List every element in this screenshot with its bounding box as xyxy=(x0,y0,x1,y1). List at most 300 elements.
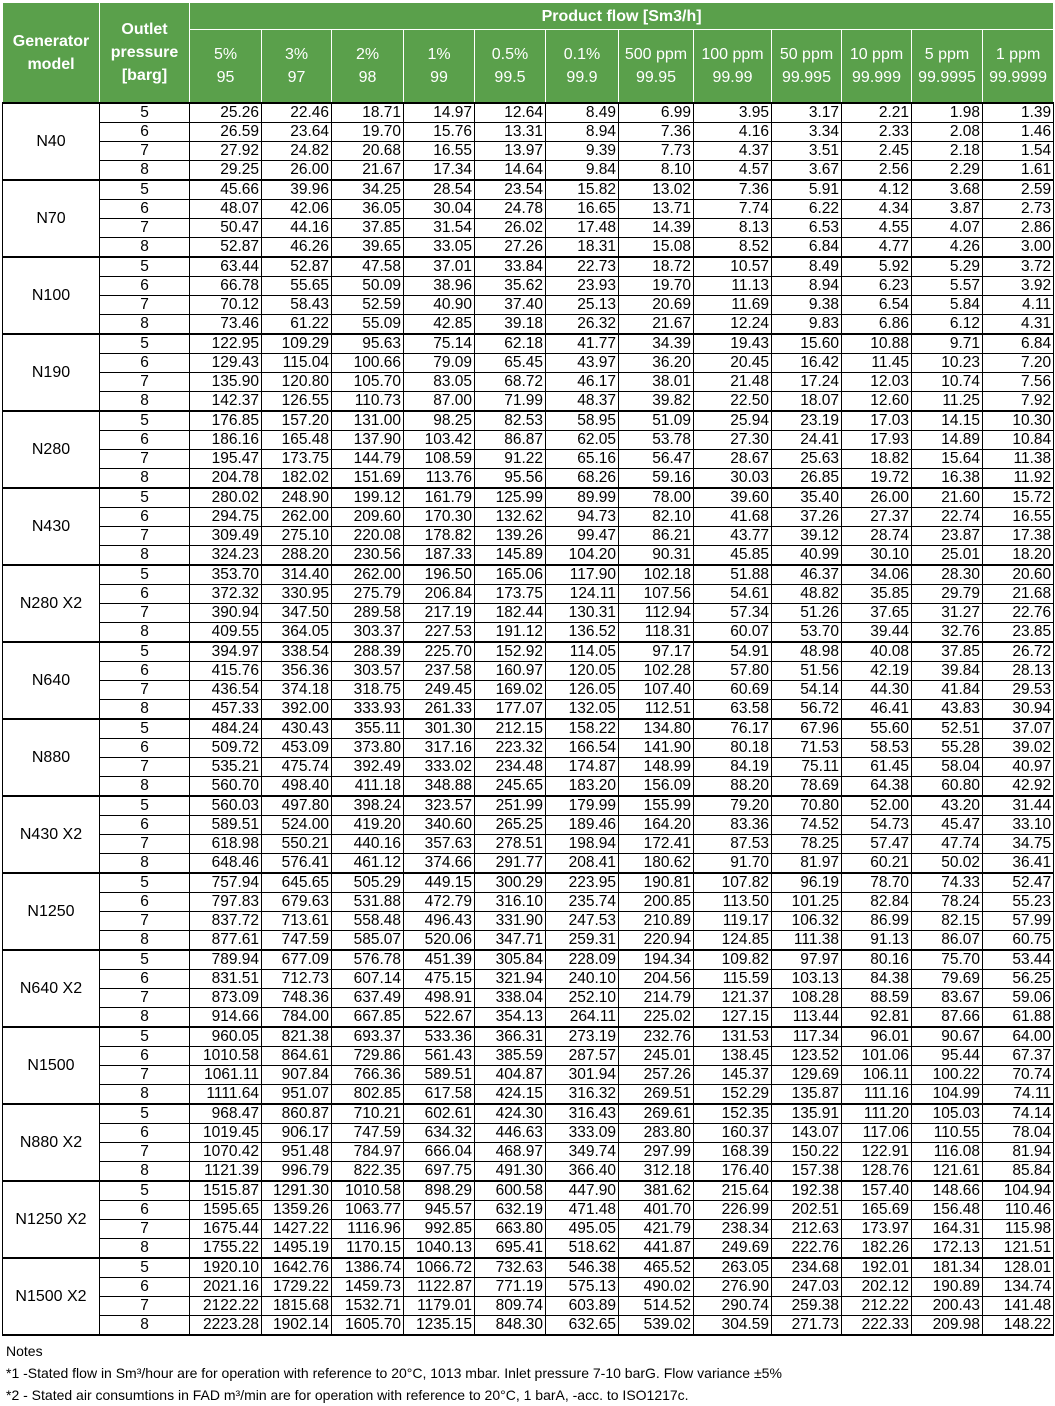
flow-value-cell: 4.11 xyxy=(983,296,1054,315)
flow-value-cell: 53.70 xyxy=(772,623,842,643)
flow-value-cell: 1595.65 xyxy=(190,1201,262,1220)
purity-percent: 99.995 xyxy=(782,69,831,86)
purity-column-header xyxy=(475,30,546,104)
flow-value-cell: 2122.22 xyxy=(190,1297,262,1316)
flow-value-cell: 873.09 xyxy=(190,989,262,1008)
flow-value-cell: 509.72 xyxy=(190,739,262,758)
table-row xyxy=(3,546,1054,566)
flow-value-cell: 173.75 xyxy=(475,585,546,604)
flow-value-cell: 164.20 xyxy=(619,816,694,835)
table-row xyxy=(3,373,1054,392)
flow-value-cell: 968.47 xyxy=(190,1104,262,1124)
flow-value-cell: 107.82 xyxy=(694,873,772,893)
flow-value-cell: 607.14 xyxy=(332,970,404,989)
flow-value-cell: 28.13 xyxy=(983,662,1054,681)
table-row xyxy=(3,296,1054,315)
table-row xyxy=(3,431,1054,450)
flow-value-cell: 209.60 xyxy=(332,508,404,527)
flow-value-cell: 249.45 xyxy=(404,681,475,700)
outlet-pressure-cell: 5 xyxy=(100,719,190,739)
flow-value-cell: 70.12 xyxy=(190,296,262,315)
flow-value-cell: 100.22 xyxy=(912,1066,983,1085)
flow-value-cell: 37.26 xyxy=(772,508,842,527)
flow-value-cell: 275.10 xyxy=(262,527,332,546)
flow-value-cell: 26.59 xyxy=(190,123,262,142)
flow-value-cell: 748.36 xyxy=(262,989,332,1008)
flow-value-cell: 150.22 xyxy=(772,1143,842,1162)
flow-value-cell: 25.13 xyxy=(546,296,619,315)
flow-value-cell: 409.55 xyxy=(190,623,262,643)
flow-value-cell: 40.08 xyxy=(842,642,912,662)
purity-level: 2% xyxy=(355,46,380,63)
purity-column-header xyxy=(912,30,983,104)
flow-value-cell: 47.58 xyxy=(332,257,404,277)
flow-value-cell: 710.21 xyxy=(332,1104,404,1124)
flow-value-cell: 155.99 xyxy=(619,796,694,816)
flow-value-cell: 212.15 xyxy=(475,719,546,739)
table-row xyxy=(3,1066,1054,1085)
table-row xyxy=(3,777,1054,797)
flow-value-cell: 58.04 xyxy=(912,758,983,777)
flow-value-cell: 712.73 xyxy=(262,970,332,989)
flow-value-cell: 301.30 xyxy=(404,719,475,739)
flow-value-cell: 498.91 xyxy=(404,989,475,1008)
flow-value-cell: 170.30 xyxy=(404,508,475,527)
flow-value-cell: 122.91 xyxy=(842,1143,912,1162)
flow-value-cell: 1019.45 xyxy=(190,1124,262,1143)
flow-value-cell: 303.37 xyxy=(332,623,404,643)
flow-value-cell: 1.98 xyxy=(912,103,983,123)
flow-value-cell: 53.44 xyxy=(983,950,1054,970)
flow-value-cell: 269.61 xyxy=(619,1104,694,1124)
generator-model-cell: N430 xyxy=(3,488,100,565)
flow-value-cell: 134.74 xyxy=(983,1278,1054,1297)
flow-value-cell: 31.54 xyxy=(404,219,475,238)
flow-value-cell: 441.87 xyxy=(619,1239,694,1259)
flow-value-cell: 80.16 xyxy=(842,950,912,970)
flow-value-cell: 264.11 xyxy=(546,1008,619,1028)
purity-level: 1 ppm xyxy=(995,46,1041,63)
flow-value-cell: 46.37 xyxy=(772,565,842,585)
flow-value-cell: 240.10 xyxy=(546,970,619,989)
outlet-pressure-cell: 8 xyxy=(100,931,190,951)
flow-value-cell: 54.73 xyxy=(842,816,912,835)
flow-value-cell: 697.75 xyxy=(404,1162,475,1182)
flow-value-cell: 16.38 xyxy=(912,469,983,489)
flow-value-cell: 97.97 xyxy=(772,950,842,970)
flow-value-cell: 54.61 xyxy=(694,585,772,604)
flow-value-cell: 663.80 xyxy=(475,1220,546,1239)
flow-value-cell: 46.26 xyxy=(262,238,332,258)
flow-value-cell: 19.70 xyxy=(332,123,404,142)
flow-value-cell: 1.61 xyxy=(983,161,1054,181)
flow-value-cell: 10.84 xyxy=(983,431,1054,450)
table-row xyxy=(3,893,1054,912)
flow-value-cell: 86.99 xyxy=(842,912,912,931)
flow-value-cell: 38.01 xyxy=(619,373,694,392)
flow-value-cell: 495.05 xyxy=(546,1220,619,1239)
table-row xyxy=(3,277,1054,296)
flow-value-cell: 39.60 xyxy=(694,488,772,508)
flow-value-cell: 465.52 xyxy=(619,1258,694,1278)
flow-value-cell: 202.51 xyxy=(772,1201,842,1220)
outlet-pressure-cell: 6 xyxy=(100,200,190,219)
flow-value-cell: 560.70 xyxy=(190,777,262,797)
flow-value-cell: 1179.01 xyxy=(404,1297,475,1316)
flow-value-cell: 1061.11 xyxy=(190,1066,262,1085)
flow-value-cell: 385.59 xyxy=(475,1047,546,1066)
flow-value-cell: 212.22 xyxy=(842,1297,912,1316)
flow-value-cell: 475.74 xyxy=(262,758,332,777)
flow-value-cell: 809.74 xyxy=(475,1297,546,1316)
flow-value-cell: 234.48 xyxy=(475,758,546,777)
flow-value-cell: 120.80 xyxy=(262,373,332,392)
flow-value-cell: 174.87 xyxy=(546,758,619,777)
flow-value-cell: 589.51 xyxy=(404,1066,475,1085)
flow-value-cell: 16.65 xyxy=(546,200,619,219)
flow-value-cell: 75.70 xyxy=(912,950,983,970)
flow-value-cell: 1920.10 xyxy=(190,1258,262,1278)
flow-value-cell: 13.31 xyxy=(475,123,546,142)
flow-value-cell: 152.29 xyxy=(694,1085,772,1105)
flow-value-cell: 135.87 xyxy=(772,1085,842,1105)
flow-value-cell: 43.77 xyxy=(694,527,772,546)
flow-value-cell: 141.90 xyxy=(619,739,694,758)
flow-value-cell: 1755.22 xyxy=(190,1239,262,1259)
flow-value-cell: 561.43 xyxy=(404,1047,475,1066)
flow-value-cell: 107.56 xyxy=(619,585,694,604)
flow-value-cell: 200.43 xyxy=(912,1297,983,1316)
flow-value-cell: 27.37 xyxy=(842,508,912,527)
outlet-pressure-cell: 5 xyxy=(100,257,190,277)
flow-value-cell: 157.20 xyxy=(262,411,332,431)
flow-value-cell: 27.30 xyxy=(694,431,772,450)
flow-value-cell: 208.41 xyxy=(546,854,619,874)
flow-value-cell: 11.45 xyxy=(842,354,912,373)
flow-value-cell: 79.09 xyxy=(404,354,475,373)
table-row xyxy=(3,142,1054,161)
flow-value-cell: 78.69 xyxy=(772,777,842,797)
flow-value-cell: 40.90 xyxy=(404,296,475,315)
flow-value-cell: 645.65 xyxy=(262,873,332,893)
flow-value-cell: 262.00 xyxy=(262,508,332,527)
flow-value-cell: 115.98 xyxy=(983,1220,1054,1239)
flow-value-cell: 252.10 xyxy=(546,989,619,1008)
purity-column-header xyxy=(546,30,619,104)
flow-value-cell: 6.54 xyxy=(842,296,912,315)
flow-value-cell: 4.37 xyxy=(694,142,772,161)
outlet-pressure-cell: 6 xyxy=(100,1201,190,1220)
flow-value-cell: 215.64 xyxy=(694,1181,772,1201)
flow-value-cell: 37.85 xyxy=(912,642,983,662)
flow-value-cell: 831.51 xyxy=(190,970,262,989)
flow-value-cell: 70.74 xyxy=(983,1066,1054,1085)
flow-value-cell: 26.02 xyxy=(475,219,546,238)
flow-value-cell: 316.32 xyxy=(546,1085,619,1105)
flow-value-cell: 39.18 xyxy=(475,315,546,335)
flow-value-cell: 1063.77 xyxy=(332,1201,404,1220)
flow-value-cell: 1066.72 xyxy=(404,1258,475,1278)
flow-value-cell: 15.64 xyxy=(912,450,983,469)
generator-model-cell: N640 xyxy=(3,642,100,719)
flow-value-cell: 21.60 xyxy=(912,488,983,508)
flow-value-cell: 17.93 xyxy=(842,431,912,450)
outlet-pressure-cell: 5 xyxy=(100,873,190,893)
flow-value-cell: 35.85 xyxy=(842,585,912,604)
flow-value-cell: 6.86 xyxy=(842,315,912,335)
flow-value-cell: 38.96 xyxy=(404,277,475,296)
table-row xyxy=(3,123,1054,142)
flow-value-cell: 28.74 xyxy=(842,527,912,546)
table-row xyxy=(3,1316,1054,1336)
flow-value-cell: 960.05 xyxy=(190,1027,262,1047)
flow-value-cell: 539.02 xyxy=(619,1316,694,1336)
flow-value-cell: 42.19 xyxy=(842,662,912,681)
flow-value-cell: 394.97 xyxy=(190,642,262,662)
flow-value-cell: 50.09 xyxy=(332,277,404,296)
table-row xyxy=(3,950,1054,970)
flow-value-cell: 447.90 xyxy=(546,1181,619,1201)
outlet-pressure-cell: 6 xyxy=(100,431,190,450)
outlet-pressure-cell: 8 xyxy=(100,238,190,258)
flow-value-cell: 102.28 xyxy=(619,662,694,681)
flow-value-cell: 157.38 xyxy=(772,1162,842,1182)
flow-value-cell: 2.08 xyxy=(912,123,983,142)
flow-value-cell: 29.25 xyxy=(190,161,262,181)
flow-value-cell: 180.62 xyxy=(619,854,694,874)
flow-value-cell: 411.18 xyxy=(332,777,404,797)
table-row xyxy=(3,1201,1054,1220)
flow-value-cell: 323.57 xyxy=(404,796,475,816)
flow-value-cell: 398.24 xyxy=(332,796,404,816)
flow-value-cell: 91.22 xyxy=(475,450,546,469)
flow-value-cell: 57.47 xyxy=(842,835,912,854)
flow-value-cell: 41.84 xyxy=(912,681,983,700)
generator-model-cell: N1500 xyxy=(3,1027,100,1104)
flow-value-cell: 39.65 xyxy=(332,238,404,258)
table-row xyxy=(3,854,1054,874)
flow-value-cell: 84.19 xyxy=(694,758,772,777)
flow-value-cell: 202.12 xyxy=(842,1278,912,1297)
table-row xyxy=(3,1239,1054,1259)
flow-value-cell: 138.45 xyxy=(694,1047,772,1066)
flow-value-cell: 95.63 xyxy=(332,334,404,354)
flow-value-cell: 1235.15 xyxy=(404,1316,475,1336)
flow-value-cell: 220.94 xyxy=(619,931,694,951)
flow-value-cell: 446.63 xyxy=(475,1124,546,1143)
flow-value-cell: 62.05 xyxy=(546,431,619,450)
flow-value-cell: 347.71 xyxy=(475,931,546,951)
flow-value-cell: 55.23 xyxy=(983,893,1054,912)
flow-value-cell: 132.05 xyxy=(546,700,619,720)
flow-value-cell: 160.37 xyxy=(694,1124,772,1143)
outlet-pressure-cell: 8 xyxy=(100,854,190,874)
flow-value-cell: 1291.30 xyxy=(262,1181,332,1201)
table-row xyxy=(3,681,1054,700)
flow-value-cell: 37.01 xyxy=(404,257,475,277)
flow-value-cell: 10.23 xyxy=(912,354,983,373)
flow-value-cell: 217.19 xyxy=(404,604,475,623)
flow-value-cell: 550.21 xyxy=(262,835,332,854)
outlet-pressure-cell: 8 xyxy=(100,469,190,489)
flow-value-cell: 19.43 xyxy=(694,334,772,354)
flow-value-cell: 74.11 xyxy=(983,1085,1054,1105)
flow-value-cell: 7.36 xyxy=(619,123,694,142)
flow-value-cell: 238.34 xyxy=(694,1220,772,1239)
flow-value-cell: 5.91 xyxy=(772,180,842,200)
table-row xyxy=(3,873,1054,893)
table-row xyxy=(3,315,1054,335)
flow-value-cell: 321.94 xyxy=(475,970,546,989)
purity-level: 10 ppm xyxy=(849,46,904,63)
flow-value-cell: 24.82 xyxy=(262,142,332,161)
flow-value-cell: 37.65 xyxy=(842,604,912,623)
flow-value-cell: 95.44 xyxy=(912,1047,983,1066)
flow-value-cell: 667.85 xyxy=(332,1008,404,1028)
flow-value-cell: 39.84 xyxy=(912,662,983,681)
flow-value-cell: 4.57 xyxy=(694,161,772,181)
flow-value-cell: 76.17 xyxy=(694,719,772,739)
flow-value-cell: 45.85 xyxy=(694,546,772,566)
outlet-pressure-cell: 7 xyxy=(100,1220,190,1239)
purity-level: 1% xyxy=(427,46,451,63)
flow-value-cell: 4.16 xyxy=(694,123,772,142)
flow-value-cell: 449.15 xyxy=(404,873,475,893)
flow-value-cell: 179.99 xyxy=(546,796,619,816)
flow-value-cell: 17.48 xyxy=(546,219,619,238)
flow-value-cell: 36.41 xyxy=(983,854,1054,874)
flow-value-cell: 679.63 xyxy=(262,893,332,912)
flow-value-cell: 121.51 xyxy=(983,1239,1054,1259)
flow-value-cell: 164.31 xyxy=(912,1220,983,1239)
flow-value-cell: 36.20 xyxy=(619,354,694,373)
flow-value-cell: 30.94 xyxy=(983,700,1054,720)
flow-value-cell: 39.02 xyxy=(983,739,1054,758)
flow-value-cell: 51.26 xyxy=(772,604,842,623)
flow-value-cell: 992.85 xyxy=(404,1220,475,1239)
flow-value-cell: 182.02 xyxy=(262,469,332,489)
flow-value-cell: 61.22 xyxy=(262,315,332,335)
flow-value-cell: 3.17 xyxy=(772,103,842,123)
flow-value-cell: 1815.68 xyxy=(262,1297,332,1316)
flow-value-cell: 135.90 xyxy=(190,373,262,392)
flow-value-cell: 421.79 xyxy=(619,1220,694,1239)
flow-value-cell: 349.74 xyxy=(546,1143,619,1162)
flow-value-cell: 74.33 xyxy=(912,873,983,893)
flow-value-cell: 17.03 xyxy=(842,411,912,431)
flow-value-cell: 127.15 xyxy=(694,1008,772,1028)
flow-value-cell: 280.02 xyxy=(190,488,262,508)
flow-value-cell: 11.92 xyxy=(983,469,1054,489)
flow-value-cell: 7.73 xyxy=(619,142,694,161)
purity-percent: 99.9995 xyxy=(918,69,976,86)
flow-value-cell: 247.03 xyxy=(772,1278,842,1297)
flow-value-cell: 32.76 xyxy=(912,623,983,643)
flow-value-cell: 120.05 xyxy=(546,662,619,681)
flow-value-cell: 117.06 xyxy=(842,1124,912,1143)
flow-value-cell: 263.05 xyxy=(694,1258,772,1278)
flow-value-cell: 189.46 xyxy=(546,816,619,835)
flow-value-cell: 223.95 xyxy=(546,873,619,893)
flow-value-cell: 75.14 xyxy=(404,334,475,354)
flow-value-cell: 3.34 xyxy=(772,123,842,142)
flow-value-cell: 1427.22 xyxy=(262,1220,332,1239)
flow-value-cell: 560.03 xyxy=(190,796,262,816)
flow-value-cell: 91.70 xyxy=(694,854,772,874)
flow-value-cell: 318.75 xyxy=(332,681,404,700)
flow-value-cell: 316.10 xyxy=(475,893,546,912)
flow-value-cell: 404.87 xyxy=(475,1066,546,1085)
flow-value-cell: 8.94 xyxy=(546,123,619,142)
flow-value-cell: 9.39 xyxy=(546,142,619,161)
flow-value-cell: 330.95 xyxy=(262,585,332,604)
flow-value-cell: 484.24 xyxy=(190,719,262,739)
purity-column-header xyxy=(332,30,404,104)
flow-spec-sheet xyxy=(2,2,1053,1406)
flow-value-cell: 291.77 xyxy=(475,854,546,874)
flow-value-cell: 309.49 xyxy=(190,527,262,546)
flow-value-cell: 232.76 xyxy=(619,1027,694,1047)
flow-value-cell: 784.97 xyxy=(332,1143,404,1162)
flow-value-cell: 14.39 xyxy=(619,219,694,238)
table-row xyxy=(3,392,1054,412)
table-row xyxy=(3,527,1054,546)
flow-value-cell: 19.72 xyxy=(842,469,912,489)
flow-value-cell: 392.49 xyxy=(332,758,404,777)
flow-value-cell: 37.85 xyxy=(332,219,404,238)
flow-value-cell: 906.17 xyxy=(262,1124,332,1143)
flow-value-cell: 106.11 xyxy=(842,1066,912,1085)
flow-value-cell: 56.25 xyxy=(983,970,1054,989)
flow-value-cell: 618.98 xyxy=(190,835,262,854)
flow-value-cell: 275.79 xyxy=(332,585,404,604)
flow-value-cell: 1515.87 xyxy=(190,1181,262,1201)
flow-value-cell: 190.81 xyxy=(619,873,694,893)
outlet-pressure-cell: 6 xyxy=(100,893,190,912)
flow-value-cell: 732.63 xyxy=(475,1258,546,1278)
flow-value-cell: 1010.58 xyxy=(332,1181,404,1201)
outlet-pressure-cell: 6 xyxy=(100,816,190,835)
flow-value-cell: 83.05 xyxy=(404,373,475,392)
flow-value-cell: 121.61 xyxy=(912,1162,983,1182)
flow-value-cell: 366.31 xyxy=(475,1027,546,1047)
flow-value-cell: 259.31 xyxy=(546,931,619,951)
flow-value-cell: 8.10 xyxy=(619,161,694,181)
flow-value-cell: 26.72 xyxy=(983,642,1054,662)
flow-value-cell: 15.76 xyxy=(404,123,475,142)
purity-percent: 99.5 xyxy=(494,69,526,86)
flow-value-cell: 37.07 xyxy=(983,719,1054,739)
flow-value-cell: 237.58 xyxy=(404,662,475,681)
flow-value-cell: 112.51 xyxy=(619,700,694,720)
flow-value-cell: 324.23 xyxy=(190,546,262,566)
flow-value-cell: 271.73 xyxy=(772,1316,842,1336)
flow-value-cell: 97.17 xyxy=(619,642,694,662)
flow-value-cell: 373.80 xyxy=(332,739,404,758)
flow-value-cell: 58.53 xyxy=(842,739,912,758)
flow-value-cell: 2.45 xyxy=(842,142,912,161)
flow-value-cell: 22.76 xyxy=(983,604,1054,623)
outlet-pressure-cell: 7 xyxy=(100,373,190,392)
flow-value-cell: 126.05 xyxy=(546,681,619,700)
flow-value-cell: 109.29 xyxy=(262,334,332,354)
flow-value-cell: 87.53 xyxy=(694,835,772,854)
flow-value-cell: 1.39 xyxy=(983,103,1054,123)
flow-value-cell: 91.13 xyxy=(842,931,912,951)
table-row xyxy=(3,1297,1054,1316)
flow-value-cell: 78.00 xyxy=(619,488,694,508)
flow-value-cell: 51.09 xyxy=(619,411,694,431)
